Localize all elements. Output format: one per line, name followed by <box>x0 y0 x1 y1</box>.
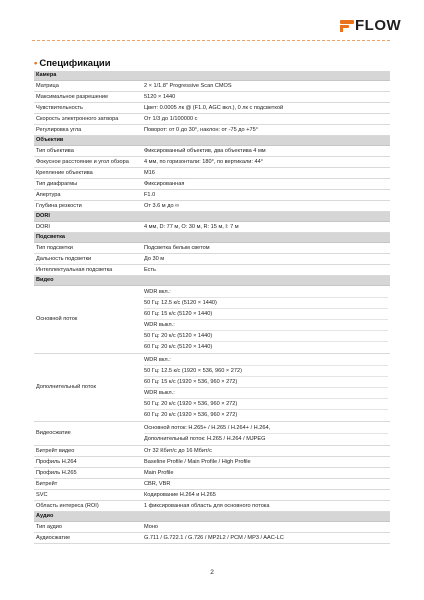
spec-row <box>34 201 390 212</box>
section-header <box>34 136 390 146</box>
spec-value-line: WDR выкл.: <box>144 388 388 399</box>
spec-value: От 1/3 до 1/100000 с <box>140 114 390 125</box>
spec-label: Глубина резкости <box>34 201 140 212</box>
spec-row <box>34 146 390 157</box>
spec-row <box>34 157 390 168</box>
spec-row <box>34 490 390 501</box>
spec-row <box>34 501 390 512</box>
section-title: Видео <box>34 276 390 286</box>
spec-row <box>34 457 390 468</box>
logo-text: FLOW <box>355 17 402 34</box>
spec-label: Тип объектива <box>34 146 140 157</box>
spec-label: Профиль H.264 <box>34 457 140 468</box>
header-divider <box>32 40 390 41</box>
spec-value: От 3.6 м до ∞ <box>140 201 390 212</box>
spec-value-line: WDR вкл.: <box>144 287 388 298</box>
section-title: Объектив <box>34 136 390 146</box>
spec-table <box>34 71 390 544</box>
spec-label: SVC <box>34 490 140 501</box>
page-heading <box>34 58 111 69</box>
spec-row <box>34 354 390 422</box>
spec-label: Тип диафрагмы <box>34 179 140 190</box>
spec-label: Битрейт видео <box>34 446 140 457</box>
spec-value <box>140 286 390 354</box>
spec-value-line: WDR выкл.: <box>144 320 388 331</box>
spec-value: Моно <box>140 522 390 533</box>
spec-value: M16 <box>140 168 390 179</box>
section-title: Аудио <box>34 512 390 522</box>
section-header <box>34 212 390 222</box>
spec-value-line: 50 Гц: 12.5 к/с (1920 × 536, 960 × 272) <box>144 366 388 377</box>
spec-row <box>34 103 390 114</box>
spec-value: Фиксированный объектив, два объектива 4 мм <box>140 146 390 157</box>
spec-label: Матрица <box>34 81 140 92</box>
spec-label: Дополнительный поток <box>34 354 140 422</box>
spec-row <box>34 168 390 179</box>
section-header <box>34 233 390 243</box>
spec-row <box>34 446 390 457</box>
spec-value-line: WDR вкл.: <box>144 355 388 366</box>
spec-label: Регулировка угла <box>34 125 140 136</box>
spec-value-line: Дополнительный поток: H.265 / H.264 / MJPEG <box>144 436 266 442</box>
spec-label: Тип аудио <box>34 522 140 533</box>
spec-row <box>34 468 390 479</box>
spec-value-line: 50 Гц: 20 к/с (5120 × 1440) <box>144 331 388 342</box>
spec-row <box>34 114 390 125</box>
spec-row <box>34 125 390 136</box>
spec-value: F1.0 <box>140 190 390 201</box>
spec-row <box>34 479 390 490</box>
spec-label: Область интереса (ROI) <box>34 501 140 512</box>
spec-row <box>34 254 390 265</box>
spec-label: Максимальное разрешение <box>34 92 140 103</box>
spec-value: Поворот: от 0 до 30°, наклон: от -75 до +75° <box>140 125 390 136</box>
spec-value: 5120 × 1440 <box>140 92 390 103</box>
spec-label: Основной поток <box>34 286 140 354</box>
spec-value-line: Основной поток: H.265+ / H.265 / H.264+ / H.264, <box>144 423 388 434</box>
spec-row <box>34 522 390 533</box>
spec-row <box>34 533 390 544</box>
spec-value-line: 50 Гц: 12.5 к/с (5120 × 1440) <box>144 298 388 309</box>
spec-row <box>34 286 390 354</box>
spec-value: Кодирование H.264 и H.265 <box>140 490 390 501</box>
spec-value: Есть <box>140 265 390 276</box>
spec-row <box>34 92 390 103</box>
spec-value: Фиксированная <box>140 179 390 190</box>
brand-logo <box>340 18 401 33</box>
spec-value <box>140 422 390 446</box>
section-title: DORI <box>34 212 390 222</box>
spec-label: Фокусное расстояние и угол обзора <box>34 157 140 168</box>
spec-value-line: 60 Гц: 15 к/с (1920 × 536, 960 × 272) <box>144 377 388 388</box>
spec-value: G.711 / G.722.1 / G.726 / MP2L2 / PCM / MP3 / AAC-LC <box>140 533 390 544</box>
spec-label: Профиль H.265 <box>34 468 140 479</box>
spec-label: Скорость электронного затвора <box>34 114 140 125</box>
spec-label: Чувствительность <box>34 103 140 114</box>
spec-label: Битрейт <box>34 479 140 490</box>
spec-value: Main Profile <box>140 468 390 479</box>
spec-value-line: 60 Гц: 20 к/с (5120 × 1440) <box>144 344 213 350</box>
page-number: 2 <box>210 569 214 576</box>
spec-row <box>34 81 390 92</box>
spec-row <box>34 422 390 446</box>
spec-value: Baseline Profile / Main Profile / High Profile <box>140 457 390 468</box>
logo-mark-icon <box>340 20 354 32</box>
spec-value: От 32 Кбит/с до 16 Мбит/с <box>140 446 390 457</box>
spec-value: 2 × 1/1.8" Progressive Scan CMOS <box>140 81 390 92</box>
spec-label: Дальность подсветки <box>34 254 140 265</box>
spec-label: Тип подсветки <box>34 243 140 254</box>
spec-value: 4 мм, по горизонтали: 180°, по вертикали: 44° <box>140 157 390 168</box>
section-title: Подсветка <box>34 233 390 243</box>
spec-label: Интеллектуальная подсветка <box>34 265 140 276</box>
spec-row <box>34 190 390 201</box>
heading-bullet-icon: • <box>34 58 38 69</box>
spec-value-line: 60 Гц: 20 к/с (1920 × 536, 960 × 272) <box>144 412 238 418</box>
spec-value-line: 60 Гц: 15 к/с (5120 × 1440) <box>144 309 388 320</box>
spec-label: Аудиосжатие <box>34 533 140 544</box>
spec-value: До 30 м <box>140 254 390 265</box>
spec-value-line: 50 Гц: 20 к/с (1920 × 536, 960 × 272) <box>144 399 388 410</box>
section-header <box>34 276 390 286</box>
spec-value: Цвет: 0.0005 лк @ (F1.0, AGC вкл.), 0 лк с подсветкой <box>140 103 390 114</box>
spec-label: Крепление объектива <box>34 168 140 179</box>
spec-label: Апертура <box>34 190 140 201</box>
spec-row <box>34 222 390 233</box>
section-header <box>34 71 390 81</box>
spec-value: 4 мм, D: 77 м, O: 30 м, R: 15 м, I: 7 м <box>140 222 390 233</box>
section-title: Камера <box>34 71 390 81</box>
spec-label: Видеосжатие <box>34 422 140 446</box>
spec-value: 1 фиксированная область для основного потока <box>140 501 390 512</box>
spec-value <box>140 354 390 422</box>
spec-label: DORI <box>34 222 140 233</box>
spec-row <box>34 243 390 254</box>
spec-row <box>34 179 390 190</box>
page-title: Спецификации <box>39 58 111 69</box>
spec-value: CBR, VBR <box>140 479 390 490</box>
spec-value: Подсветка белым светом <box>140 243 390 254</box>
section-header <box>34 512 390 522</box>
spec-row <box>34 265 390 276</box>
